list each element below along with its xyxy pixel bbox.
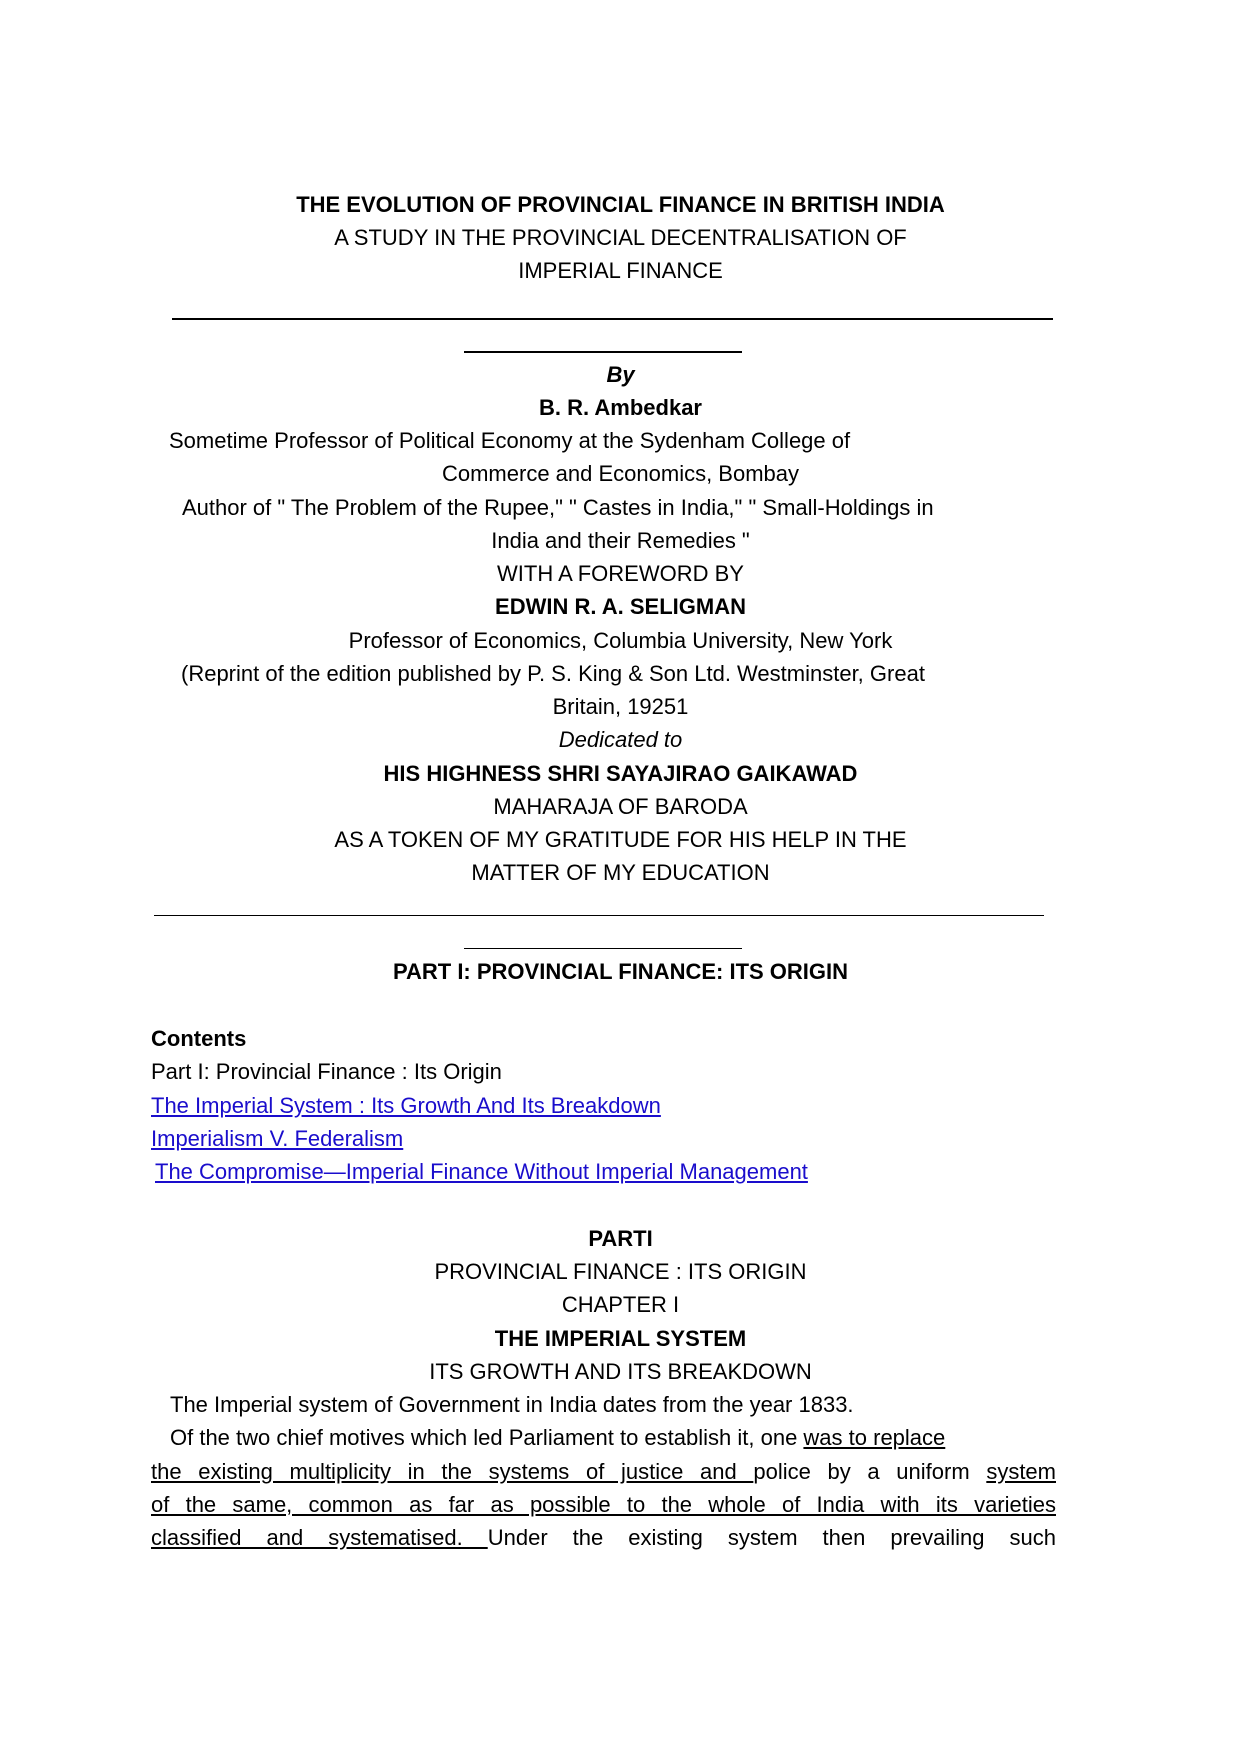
body-text-underlined: classified and systematised.	[151, 1525, 488, 1550]
author-description-line1: Sometime Professor of Political Economy at the Sydenham College of	[169, 428, 851, 453]
body-text-underlined: the existing multiplicity in the systems of justice and	[151, 1459, 754, 1484]
dedicatee-name: HIS HIGHNESS SHRI SAYAJIRAO GAIKAWAD	[383, 761, 858, 786]
chapter-part-label: PARTI	[588, 1226, 653, 1251]
part-heading: PART I: PROVINCIAL FINANCE: ITS ORIGIN	[392, 959, 849, 984]
chapter-number: CHAPTER I	[561, 1292, 680, 1317]
body-text-plain: Under the existing system then prevailing such	[487, 1525, 1056, 1550]
divider-long	[172, 318, 1053, 320]
chapter-subtitle: ITS GROWTH AND ITS BREAKDOWN	[429, 1359, 812, 1384]
book-subtitle-line2: IMPERIAL FINANCE	[518, 258, 723, 283]
author-works-line2: India and their Remedies "	[491, 528, 750, 553]
dedicated-to-label: Dedicated to	[558, 727, 683, 752]
contents-link-compromise[interactable]: The Compromise—Imperial Finance Without Imperial Management	[155, 1159, 808, 1184]
author-works-line1: Author of " The Problem of the Rupee," " Castes in India," " Small-Holdings in	[182, 495, 934, 520]
reprint-note-line2: Britain, 19251	[552, 694, 689, 719]
foreword-by-label: WITH A FOREWORD BY	[497, 561, 744, 586]
divider-short	[464, 351, 742, 353]
foreword-author-description: Professor of Economics, Columbia University, New York	[348, 628, 893, 653]
contents-heading: Contents	[151, 1026, 247, 1051]
body-text-plain: Of the two chief motives which led Parliament to establish it, one	[170, 1425, 804, 1450]
chapter-part-title: PROVINCIAL FINANCE : ITS ORIGIN	[434, 1259, 807, 1284]
body-text-underlined: system	[986, 1459, 1056, 1484]
book-title: THE EVOLUTION OF PROVINCIAL FINANCE IN BRITISH INDIA	[296, 192, 945, 217]
contents-link-imperial-system[interactable]: The Imperial System : Its Growth And Its Breakdown	[151, 1093, 661, 1118]
contents-item-part1: Part I: Provincial Finance : Its Origin	[151, 1059, 502, 1084]
chapter-title: THE IMPERIAL SYSTEM	[494, 1326, 747, 1351]
dedication-line1: AS A TOKEN OF MY GRATITUDE FOR HIS HELP IN THE	[334, 827, 907, 852]
body-paragraph-2-line3: of the same, common as far as possible to the whole of India with its varieties	[151, 1492, 1056, 1517]
body-paragraph-1: The Imperial system of Government in India dates from the year 1833.	[170, 1392, 854, 1417]
book-subtitle-line1: A STUDY IN THE PROVINCIAL DECENTRALISATION OF	[334, 225, 907, 250]
body-paragraph-2-line4	[151, 1525, 1056, 1551]
foreword-author: EDWIN R. A. SELIGMAN	[495, 594, 746, 619]
body-text-plain: police by a uniform	[753, 1459, 987, 1484]
author-name: B. R. Ambedkar	[538, 395, 702, 420]
author-description-line2: Commerce and Economics, Bombay	[441, 461, 800, 486]
contents-link-imperialism-federalism[interactable]: Imperialism V. Federalism	[151, 1126, 404, 1151]
body-paragraph-2-line1	[170, 1425, 945, 1451]
dedication-line2: MATTER OF MY EDUCATION	[471, 860, 770, 885]
divider-long-2	[154, 915, 1044, 916]
body-text-underlined: was to replace	[803, 1425, 946, 1450]
by-label: By	[606, 362, 635, 387]
dedicatee-title: MAHARAJA OF BARODA	[493, 794, 748, 819]
reprint-note-line1: (Reprint of the edition published by P. S. King & Son Ltd. Westminster, Great	[181, 661, 925, 686]
body-paragraph-2-line2	[151, 1459, 1056, 1485]
divider-short-2	[464, 948, 742, 949]
